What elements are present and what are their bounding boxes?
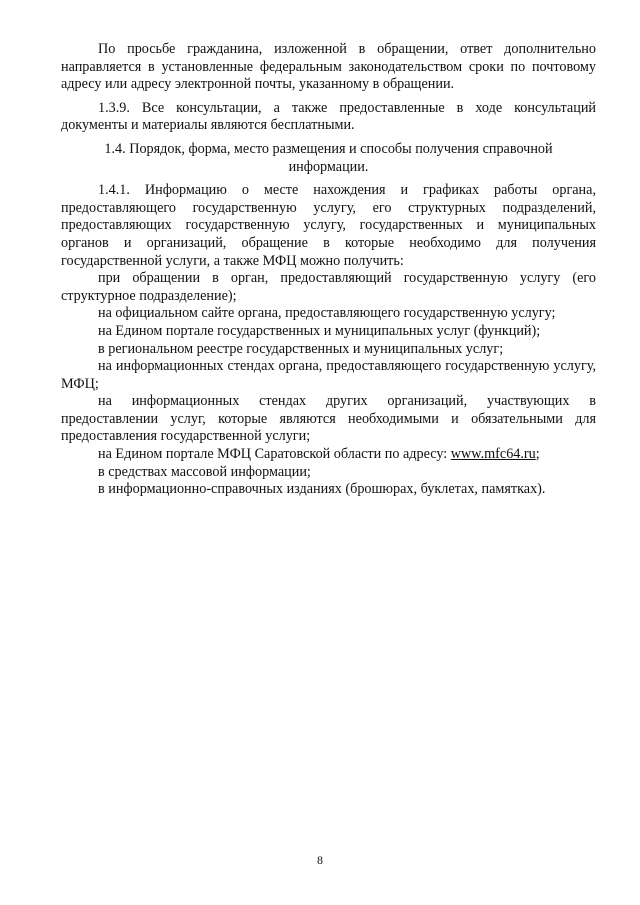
list-item: в информационно-справочных изданиях (брошюрах, буклетах, памятках). [98,481,546,498]
document-page [61,41,596,499]
list-item: на Едином портале государственных и муниципальных услуг (функций); [98,322,541,339]
section-heading-1-4: 1.4. Порядок, форма, место размещения и способы получения справочной информации. [104,140,553,175]
paragraph-1-3-9: 1.3.9. Все консультации, а также предоставленные в ходе консультаций документы и материалы являются бесплатными. [61,99,596,134]
mfc-portal-text: на Едином портале МФЦ Саратовской области по адресу: [98,446,451,463]
mfc-portal-link[interactable]: www.mfc64.ru [450,446,536,463]
paragraph-1-4-1: 1.4.1. Информацию о месте нахождения и графиках работы органа, предоставляющего государственную услугу, его структурных подразделений, предоставляющих государственную услугу, государственных и муниципальных органов и организаций, обращение в которые необходимо для получения государственной услуги, а также МФЦ можно получить: [61,182,596,269]
list-item: на информационных стендах органа, предоставляющего государственную услугу, МФЦ; [61,358,596,392]
list-item: на официальном сайте органа, предоставляющего государственную услугу; [98,305,556,322]
list-item: при обращении в орган, предоставляющий государственную услугу (его структурное подразделение); [61,270,596,304]
page-number: 8 [317,853,323,867]
paragraph-response-delivery: По просьбе гражданина, изложенной в обращении, ответ дополнительно направляется в установленные федеральным законодательством сроки по почтовому адресу или адресу электронной почты, указанному в обращении. [61,41,596,93]
list-item-mfc-portal [61,446,596,464]
list-item: на информационных стендах других организаций, участвующих в предоставлении услуг, которые являются необходимыми и обязательными для предоставления государственной услуги; [61,393,596,445]
list-item: в региональном реестре государственных и муниципальных услуг; [98,340,504,357]
mfc-portal-suffix: ; [535,446,540,463]
list-item: в средствах массовой информации; [98,463,311,480]
